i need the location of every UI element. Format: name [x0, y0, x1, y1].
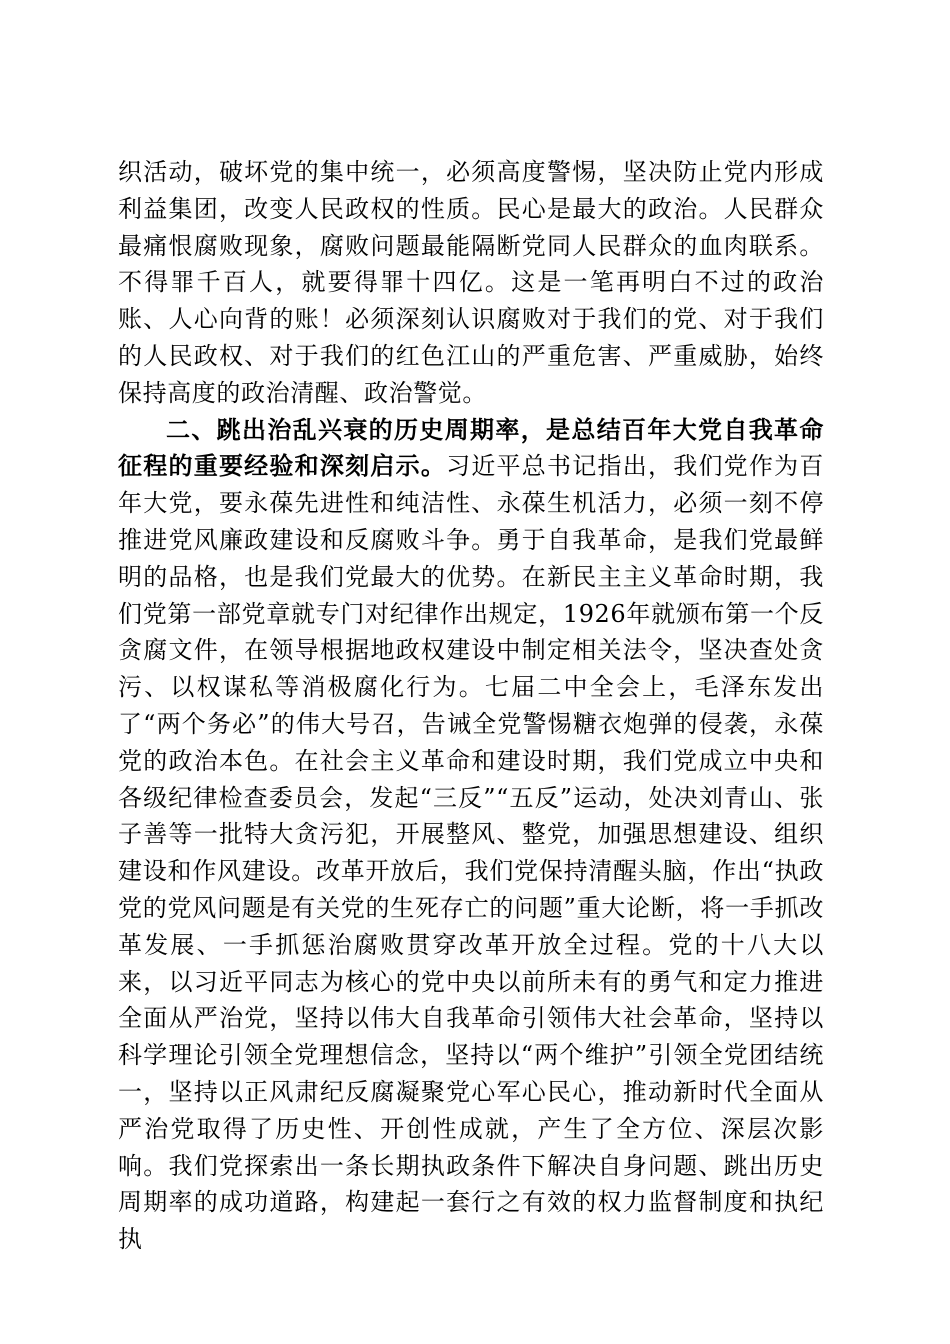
section-heading: 二、跳出治乱兴衰的历史周期率，是总结百年大党自我革命征程的重要经验和深刻启示。 [118, 414, 824, 481]
document-page [118, 154, 824, 1258]
paragraph-text: 习近平总书记指出，我们党作为百年大党，要永葆先进性和纯洁性、永葆生机活力，必须一刻不停推进党风廉政建设和反腐败斗争。勇于自我革命，是我们党最鲜明的品格，也是我们党最大的优势。在新民主主义革命时期，我们党第一部党章就专门对纪律作出规定，1926年就颁布第一个反贪腐文件，在领导根据地政权建设中制定相关法令，坚决查处贪污、以权谋私等消极腐化行为。七届二中全会上，毛泽东发出了“两个务必”的伟大号召，告诫全党警惕糖衣炮弹的侵袭，永葆党的政治本色。在社会主义革命和建设时期，我们党成立中央和各级纪律检查委员会，发起“三反”“五反”运动，处决刘青山、张子善等一批特大贪污犯，开展整风、整党，加强思想建设、组织建设和作风建设。改革开放后，我们党保持清醒头脑，作出“执政党的党风问题是有关党的生死存亡的问题”重大论断，将一手抓改革发展、一手抓惩治腐败贯穿改革开放全过程。党的十八大以来，以习近平同志为核心的党中央以前所未有的勇气和定力推进全面从严治党，坚持以伟大自我革命引领伟大社会革命，坚持以科学理论引领全党理想信念，坚持以“两个维护”引领全党团结统一，坚持以正风肃纪反腐凝聚党心军心民心，推动新时代全面从严治党取得了历史性、开创性成就，产生了全方位、深层次影响。我们党探索出一条长期执政条件下解决自身问题、跳出历史周期率的成功道路，构建起一套行之有效的权力监督制度和执纪执 [118, 452, 824, 1254]
paragraph-text: 织活动，破坏党的集中统一，必须高度警惕，坚决防止党内形成利益集团，改变人民政权的性质。民心是最大的政治。人民群众最痛恨腐败现象，腐败问题最能隔断党同人民群众的血肉联系。不得罪千百人，就要得罪十四亿。这是一笔再明白不过的政治账、人心向背的账！必须深刻认识腐败对于我们的党、对于我们的人民政权、对于我们的红色江山的严重危害、严重威胁，始终保持高度的政治清醒、政治警觉。 [118, 158, 824, 407]
paragraph-section-two [118, 412, 824, 1258]
paragraph-continued [118, 154, 824, 412]
